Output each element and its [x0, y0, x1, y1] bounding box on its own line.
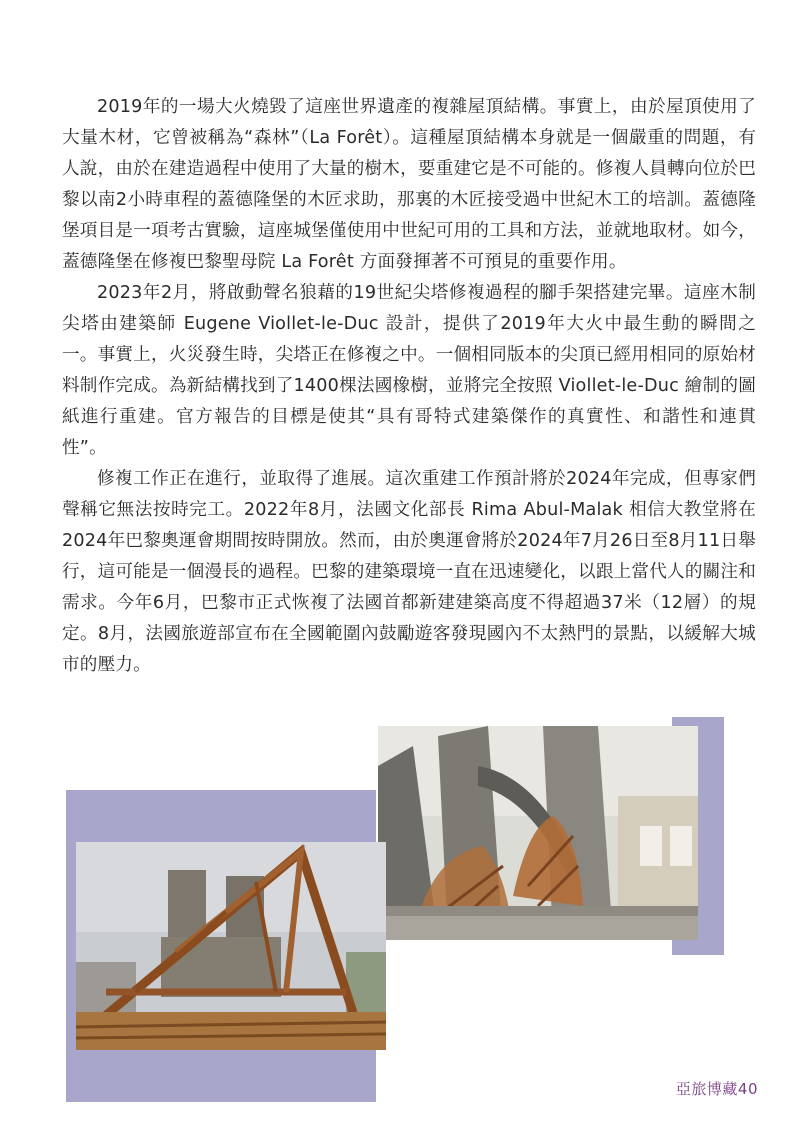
article-body	[62, 92, 756, 681]
paragraph-1: 2019年的一場大火燒毀了這座世界遺產的複雜屋頂結構。事實上，由於屋頂使用了大量木材，它曾被稱為“森林”（La Forêt）。這種屋頂結構本身就是一個嚴重的問題，有人說，由於在建造過程中使用了大量的樹木，要重建它是不可能的。修複人員轉向位於巴黎以南2小時車程的蓋德隆堡的木匠求助，那裏的木匠接受過中世紀木工的培訓。蓋德隆堡項目是一項考古實驗，這座城堡僅使用中世紀可用的工具和方法，並就地取材。如今，蓋德隆堡在修複巴黎聖母院 La Forêt 方面發揮著不可預見的重要作用。	[62, 97, 756, 272]
page-number: 亞旅博藏40	[675, 1080, 758, 1098]
paragraph-3: 修複工作正在進行，並取得了進展。這次重建工作預計將於2024年完成，但專家們聲稱它無法按時完工。2022年8月，法國文化部長 Rima Abul-Malak 相信大教堂將在2024年巴黎奧運會期間按時開放。然而，由於奧運會將於2024年7月26日至8月11日舉行，這可能是一個漫長的過程。巴黎的建築環境一直在迅速變化，以跟上當代人的關注和需求。今年6月，巴黎市正式恢複了法國首都新建建築高度不得超過37米（12層）的規定。8月，法國旅遊部宣布在全國範圍內鼓勵遊客發現國內不太熱門的景點，以緩解大城市的壓力。	[62, 469, 756, 675]
paragraph-2: 2023年2月，將啟動聲名狼藉的19世紀尖塔修複過程的腳手架搭建完畢。這座木制尖塔由建築師 Eugene Viollet-le-Duc 設計，提供了2019年大火中最生動的瞬間之一。事實上，火災發生時，尖塔正在修複之中。一個相同版本的尖頂已經用相同的原始材料制作完成。為新結構找到了1400棵法國橡樹，並將完全按照 Viollet-le-Duc 繪制的圖紙進行重建。官方報告的目標是使其“具有哥特式建築傑作的真實性、和諧性和連貫性”。	[62, 283, 756, 458]
photo-timber-truss	[76, 842, 386, 1050]
photo-flying-buttresses	[378, 726, 698, 940]
